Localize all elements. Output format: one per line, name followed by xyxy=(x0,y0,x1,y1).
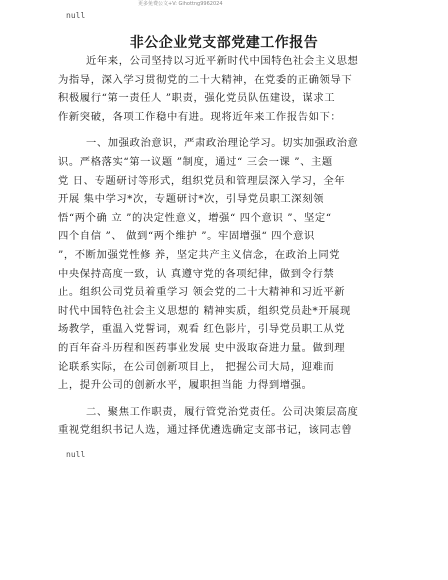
page-footer-null: null xyxy=(66,450,86,459)
body-line-7: 党 日、专题研讨等形式，组织党员和管理层深入学习，全年 xyxy=(58,174,346,187)
body-line-10: 四个自信 ”、 做到“两个维护 ”。牢固增强“ 四个意识 xyxy=(58,230,315,243)
body-line-11: ”，不断加强党性修 养，坚定共产主义信念，在政治上同党 xyxy=(58,248,341,261)
document-body xyxy=(58,52,390,440)
body-line-2: 为指导，深入学习贯彻党的二十大精神，在党委的正确领导下 xyxy=(58,73,353,86)
body-line-16: 的百年奋斗历程和医药事业发展 史中汲取奋进力量。做到理 xyxy=(58,341,346,354)
body-line-13: 止。组织公司党员着重学习 领会党的二十大精神和习近平新 xyxy=(58,286,346,299)
body-line-19: 二、聚焦工作职责，履行管党治党责任。公司决策层高度 xyxy=(86,405,359,418)
page-header-null: null xyxy=(66,11,86,20)
body-line-18: 上，提升公司的创新水平，履职担当能 力得到增强。 xyxy=(58,379,313,392)
body-line-14: 时代中国特色社会主义思想的 精神实质，组织党员赴*开展现 xyxy=(58,304,351,317)
body-line-17: 论联系实际，在公司创新项目上， 把握公司大局，迎难而 xyxy=(58,360,335,373)
body-line-4: 作新突破，各项工作稳中有进。现将近年来工作报告如下： xyxy=(58,110,342,123)
body-line-5: 一、加强政治意识，严肃政治理论学习。切实加强政治意 xyxy=(86,137,359,150)
body-line-8: 开展 集中学习*次，专题研讨*次，引导党员职工深刻领 xyxy=(58,193,324,206)
body-line-9: 悟“两个确 立 ”的决定性意义，增强“ 四个意识 ”、坚定“ xyxy=(58,211,332,224)
body-line-12: 中央保持高度一致，认 真遵守党的各项纪律，做到令行禁 xyxy=(58,267,335,280)
body-line-3: 积极履行“第一责任人 ”职责，强化党员队伍建设，谋求工 xyxy=(58,92,336,105)
body-line-20: 重视党组织书记人选，通过择优遴选确定支部书记，该同志曾 xyxy=(58,424,353,437)
promo-header-text: 更多免费公文+V: Gihottng9962024 xyxy=(138,1,223,7)
body-line-15: 场教学，重温入党誓词，观看 红色影片，引导党员职工从党 xyxy=(58,323,346,336)
body-line-1: 近年来，公司坚持以习近平新时代中国特色社会主义思想 xyxy=(86,55,359,67)
body-line-6: 识。严格落实“第一议题 ”制度，通过“ 三会一课 ”、主题 xyxy=(58,155,333,168)
document-title: 非公企业党支部党建工作报告 xyxy=(129,35,319,51)
